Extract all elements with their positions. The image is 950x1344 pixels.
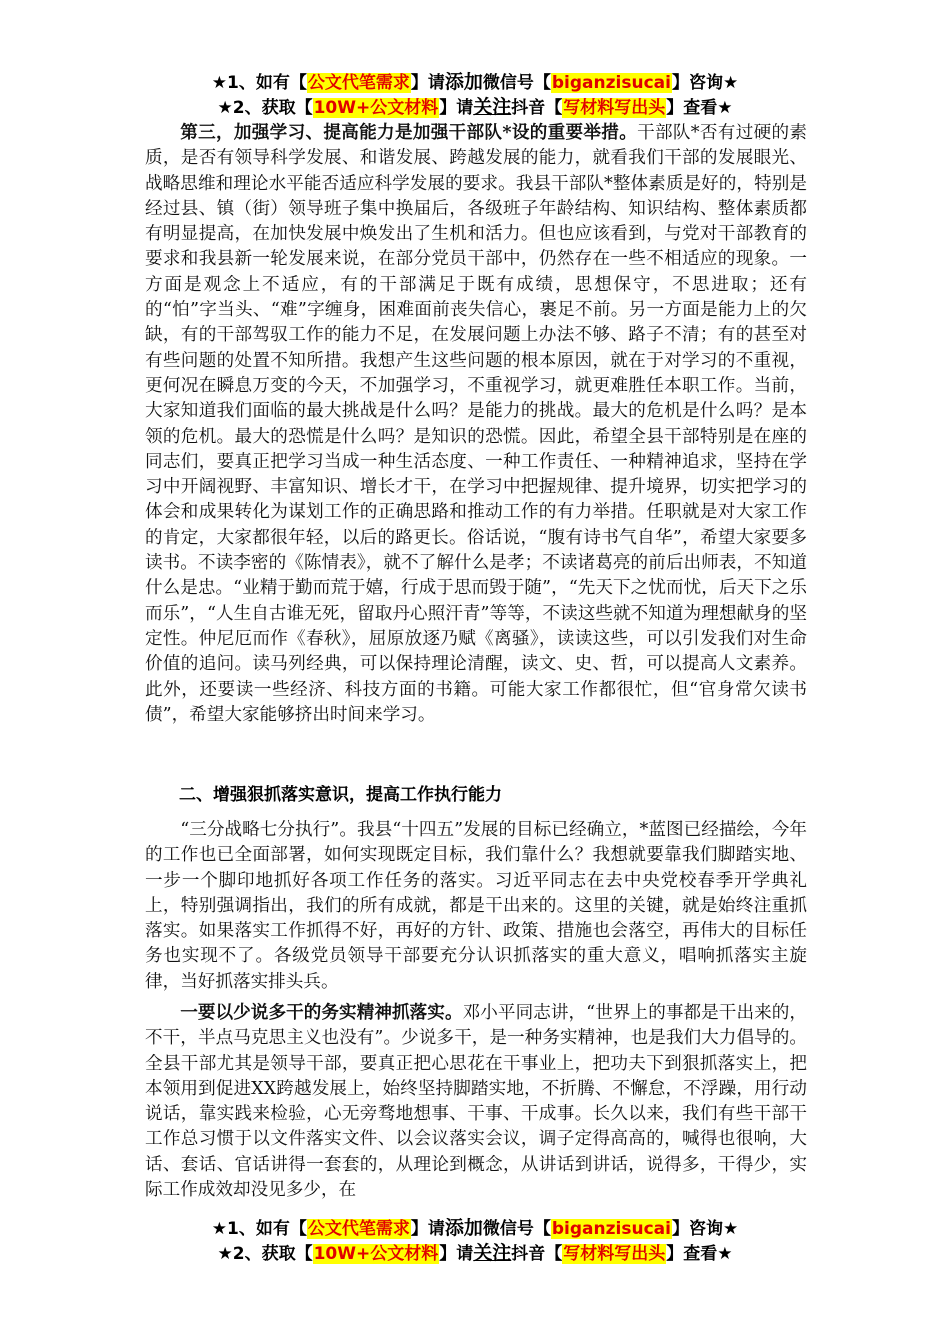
promo-banner-bottom-line1 [0, 1216, 950, 1241]
banner-highlight: 写材料写出头 [563, 1244, 666, 1264]
paragraph-body: “三分战略七分执行”。我县“十四五”发展的目标已经确立，*蓝图已经描绘，今年的工作也已全面部署，如何实现既定目标，我们靠什么？我想就要靠我们脚踏实地、一步一个脚印地抓好各项工作任务的落实。习近平同志在去中央党校春季开学典礼上，特别强调指出，我们的所有成就，都是干出来的。这里的关键，就是始终注重抓落实。如果落实工作抓得不好，再好的方针、政策、措施也会落空，再伟大的目标任务也实现不了。各级党员领导干部要充分认识抓落实的重大意义，唱响抓落实主旋律，当好抓落实排头兵。 [145, 820, 807, 992]
banner-emphasis: 添加 [444, 71, 483, 93]
banner-text: 抖音【 [511, 1244, 563, 1264]
paragraph-practical [145, 1000, 807, 1203]
paragraph-execution [145, 818, 807, 995]
banner-text: 】请 [439, 1244, 474, 1264]
promo-banner-bottom-line2 [0, 1241, 950, 1266]
banner-highlight: 公文代笔需求 [307, 1219, 410, 1239]
banner-text: 】咨询★ [671, 73, 739, 93]
paragraph-lead: 一要以少说多干的务实精神抓落实。 [180, 1002, 463, 1023]
promo-banner-top-line1 [0, 70, 950, 95]
banner-text: 】查看★ [666, 1244, 733, 1264]
banner-text: 】查看★ [666, 98, 733, 118]
banner-text: ★2、获取【 [217, 98, 313, 118]
banner-text: ★1、如有【 [211, 1219, 307, 1239]
banner-highlight: biganzisucai [551, 73, 671, 93]
banner-text: 微信号【 [482, 1219, 551, 1239]
banner-text: 】请 [410, 1219, 445, 1239]
banner-emphasis: 添加 [444, 1217, 483, 1239]
paragraph-body: 干部队*否有过硬的素质，是否有领导科学发展、和谐发展、跨越发展的能力，就看我们干部的发展眼光、战略思维和理论水平能否适应科学发展的要求。我县干部队*整体素质是好的，特别是经过县、镇（街）领导班子集中换届后，各级班子年龄结构、知识结构、整体素质都有明显提高，在加快发展中焕发出了生机和活力。但也应该看到，与党对干部教育的要求和我县新一轮发展来说，在部分党员干部中，仍然存在一些不相适应的现象。一方面是观念上不适应，有的干部满足于既有成绩，思想保守，不思进取；还有的“怕”字当头、“难”字缠身，困难面前丧失信心，裹足不前。另一方面是能力上的欠缺，有的干部驾驭工作的能力不足，在发展问题上办法不够、路子不清；有的甚至对有些问题的处置不知所措。我想产生这些问题的根本原因，就在于对学习的不重视，更何况在瞬息万变的今天，不加强学习，不重视学习，就更难胜任本职工作。当前，大家知道我们面临的最大挑战是什么吗？是能力的挑战。最大的危机是什么吗？是本领的危机。最大的恐慌是什么吗？是知识的恐慌。因此，希望全县干部特别是在座的同志们，要真正把学习当成一种生活态度、一种工作责任、一种精神追求，坚持在学习中开阔视野、丰富知识、增长才干，在学习中把握规律、提升境界，切实把学习的体会和成果转化为谋划工作的正确思路和推动工作的有力举措。任职就是对大家工作的肯定，大家都很年轻，以后的路更长。俗话说，“腹有诗书气自华”，希望大家要多读书。不读李密的《陈情表》，就不了解什么是孝；不读诸葛亮的前后出师表，不知道什么是忠。“业精于勤而荒于嬉，行成于思而毁于随”，“先天下之忧而忧，后天下之乐而乐”，“人生自古谁无死，留取丹心照汗青”等等，不读这些就不知道为理想献身的坚定性。仲尼厄而作《春秋》，屈原放逐乃赋《离骚》，读读这些，可以引发我们对生命价值的追问。读马列经典，可以保持理论清醒，读文、史、哲，可以提高人文素养。此外，还要读一些经济、科技方面的书籍。可能大家工作都很忙，但“官身常欠读书债”，希望大家能够挤出时间来学习。 [145, 123, 807, 725]
paragraph-study [145, 120, 807, 728]
banner-text: 抖音【 [511, 98, 563, 118]
section-heading [145, 780, 807, 805]
section-heading-text: 二、增强狠抓落实意识，提高工作执行能力 [179, 785, 502, 805]
banner-text: 】请 [410, 73, 445, 93]
banner-highlight: 10W+公文材料 [313, 1244, 439, 1264]
promo-banner-top-line2 [0, 95, 950, 120]
banner-text: ★2、获取【 [217, 1244, 313, 1264]
banner-text: ★1、如有【 [211, 73, 307, 93]
banner-text: 微信号【 [482, 73, 551, 93]
banner-emphasis: 关注 [473, 1242, 512, 1264]
banner-highlight: 10W+公文材料 [313, 98, 439, 118]
banner-highlight: 写材料写出头 [563, 98, 666, 118]
banner-highlight: 公文代笔需求 [307, 73, 410, 93]
banner-text: 】请 [439, 98, 474, 118]
paragraph-lead: 第三，加强学习、提高能力是加强干部队*设的重要举措。 [180, 122, 638, 143]
banner-emphasis: 关注 [473, 96, 512, 118]
banner-highlight: biganzisucai [551, 1219, 671, 1239]
paragraph-body: 邓小平同志讲，“世界上的事都是干出来的，不干，半点马克思主义也没有”。少说多干，是一种务实精神，也是我们大力倡导的。全县干部尤其是领导干部，要真正把心思花在干事业上，把功夫下到狠抓落实上，把本领用到促进XX跨越发展上，始终坚持脚踏实地，不折腾、不懈怠，不浮躁，用行动说话，靠实践来检验，心无旁骛地想事、干事、干成事。长久以来，我们有些干部干工作总习惯于以文件落实文件、以会议落实会议，调子定得高高的，喊得也很响，大话、套话、官话讲得一套套的，从理论到概念，从讲话到讲话，说得多，干得少，实际工作成效却没见多少，在 [145, 1003, 807, 1201]
banner-text: 】咨询★ [671, 1219, 739, 1239]
